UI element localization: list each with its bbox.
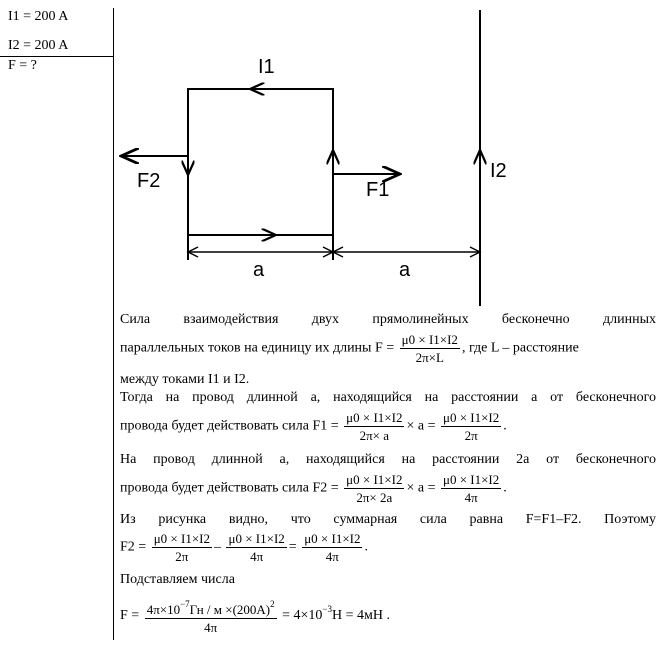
paragraph-4-line-1: Из рисунка видно, что суммарная сила равна F=F1–F2. Поэтому <box>120 512 656 527</box>
paragraph-2-line-1: Тогда на провод длинной а, находящийся на расстоянии а от бесконечного <box>120 390 656 405</box>
formula-final-fraction: $\frac{4\pi\times 10^{-7}Гн / м \times(200А)^2}{4\pi}$ <box>145 596 277 636</box>
given-find: F = ? <box>8 58 37 73</box>
circuit-diagram <box>0 0 668 310</box>
formula-force-fraction: $\frac{\mu 0 \times I1\times I2}{2\pi\times L}$ <box>401 332 458 365</box>
paragraph-3-line-1: На провод длинной а, находящийся на расстоянии 2а от бесконечного <box>120 452 656 467</box>
formula-f1-fraction-b: $\frac{\mu 0 \times I1\times I2}{2\pi}$ <box>442 410 500 443</box>
label-i1: I1 <box>258 56 275 78</box>
label-i2: I2 <box>490 160 507 182</box>
paragraph-1-line-2: параллельных токов на единицу их длины F = $\frac{\mu 0 \times I1\times I2}{2\pi\times L}$ , где L – расстояние <box>120 332 579 365</box>
formula-f2-fraction-b: $\frac{\mu 0 \times I1\times I2}{4\pi}$ <box>442 472 500 505</box>
paragraph-1-line-3: между токами I1 и I2. <box>120 372 250 387</box>
paragraph-5-line-1: Подставляем числа <box>120 572 235 587</box>
current-loop <box>188 89 333 235</box>
formula-diff-fraction-b: $\frac{\mu 0 \times I1\times I2}{4\pi}$ <box>228 531 285 564</box>
formula-diff-fraction-c: $\frac{\mu 0 \times I1\times I2}{4\pi}$ <box>304 531 361 564</box>
paragraph-4-formula: F2 = $\frac{\mu 0 \times I1\times I2}{2\pi}$ – $\frac{\mu 0 \times I1\times I2}{4\pi}$ = $\frac{\mu 0 \times I1\times I2}{4\pi}$ . <box>120 531 368 564</box>
given-i1: I1 = 200 A <box>8 9 69 24</box>
label-a-left: a <box>253 259 265 281</box>
formula-f2-fraction-a: $\frac{\mu 0 \times I1\times I2}{2\pi\times 2a}$ <box>346 472 403 505</box>
paragraph-3-line-2: провода будет действовать сила F2 = $\frac{\mu 0 \times I1\times I2}{2\pi\times 2a}$ × a = $\frac{\mu 0 \times I1\times I2}{4\pi}$ . <box>120 472 507 505</box>
label-f1: F1 <box>366 179 390 201</box>
final-formula: F = $\frac{4\pi\times 10^{-7}Гн / м \times(200А)^2}{4\pi}$ = $4\times 10^{-3}Н = 4мН$ . <box>120 596 390 636</box>
formula-diff-fraction-a: $\frac{\mu 0 \times I1\times I2}{2\pi}$ <box>153 531 210 564</box>
label-f2: F2 <box>137 170 161 192</box>
paragraph-2-line-2: провода будет действовать сила F1 = $\frac{\mu 0 \times I1\times I2}{2\pi\times a}$ × a = $\frac{\mu 0 \times I1\times I2}{2\pi}$ . <box>120 410 507 443</box>
label-a-right: a <box>399 259 411 281</box>
given-i2: I2 = 200 A <box>8 38 69 53</box>
paragraph-1-line-1: Сила взаимодействия двух прямолинейных бесконечно длинных <box>120 312 656 327</box>
formula-f1-fraction-a: $\frac{\mu 0 \times I1\times I2}{2\pi\times a}$ <box>346 410 403 443</box>
